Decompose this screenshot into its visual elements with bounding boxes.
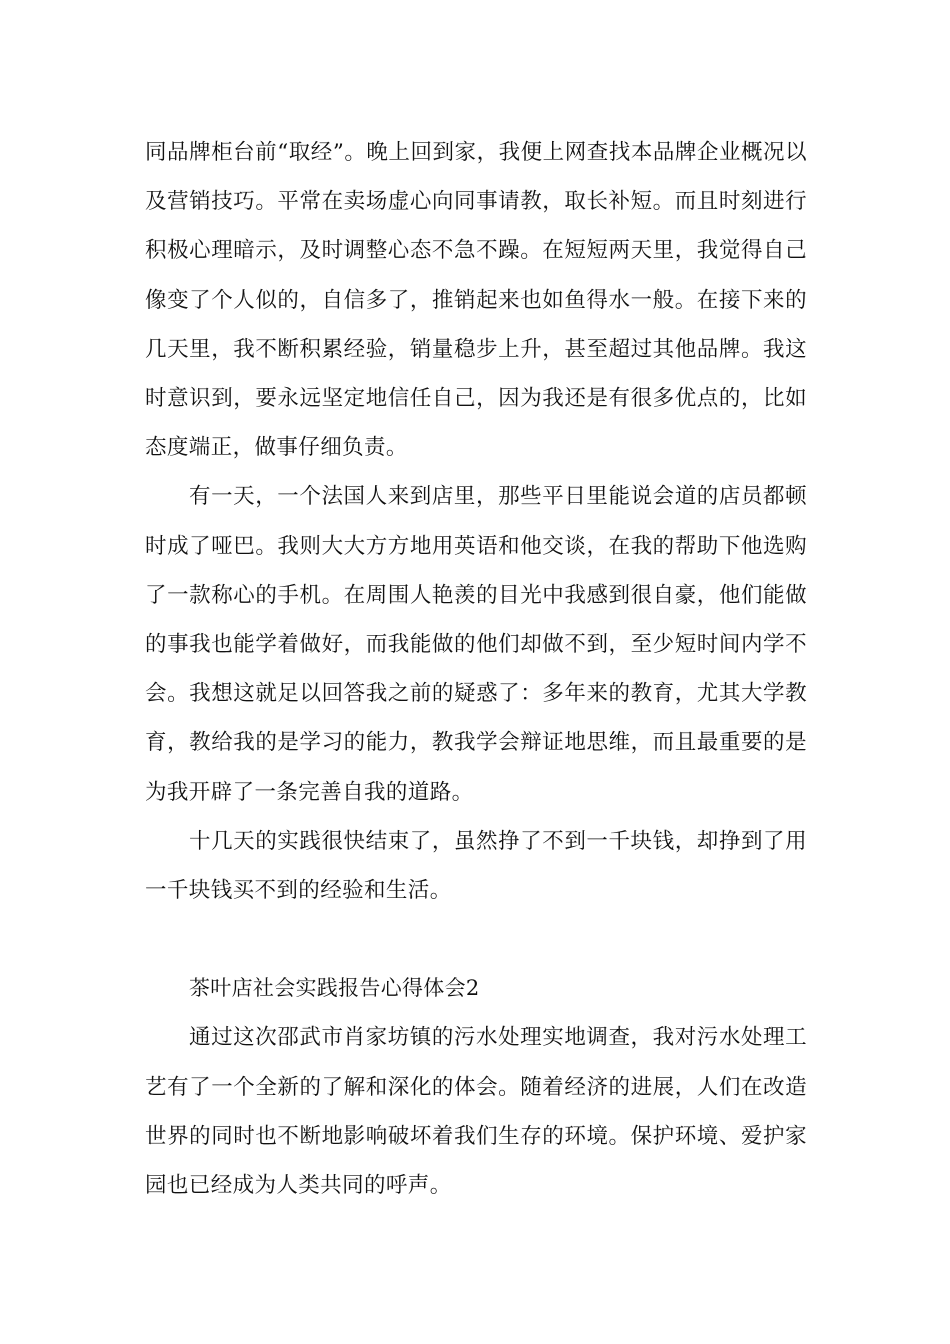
document-body bbox=[145, 128, 807, 1210]
paragraph-conclusion: 十几天的实践很快结束了，虽然挣了不到一千块钱，却挣到了用一千块钱买不到的经验和生活。 bbox=[145, 828, 807, 904]
section-heading: 茶叶店社会实践报告心得体会2 bbox=[189, 976, 480, 1001]
paragraph-french-customer: 有一天，一个法国人来到店里，那些平日里能说会道的店员都顿时成了哑巴。我则大大方方地用英语和他交谈，在我的帮助下他选购了一款称心的手机。在周围人艳羡的目光中我感到很自豪，他们能做的事我也能学着做好，而我能做的他们却做不到，至少短时间内学不会。我想这就足以回答我之前的疑惑了：多年来的教育，尤其大学教育，教给我的是学习的能力，教我学会辩证地思维，而且最重要的是为我开辟了一条完善自我的道路。 bbox=[145, 484, 807, 805]
paragraph-continuation: 同品牌柜台前“取经”。晚上回到家，我便上网查找本品牌企业概况以及营销技巧。平常在卖场虚心向同事请教，取长补短。而且时刻进行积极心理暗示，及时调整心态不急不躁。在短短两天里，我觉得自己像变了个人似的，自信多了，推销起来也如鱼得水一般。在接下来的几天里，我不断积累经验，销量稳步上升，甚至超过其他品牌。我这时意识到，要永远坚定地信任自己，因为我还是有很多优点的，比如态度端正，做事仔细负责。 bbox=[145, 140, 807, 461]
paragraph-sewage-survey: 通过这次邵武市肖家坊镇的污水处理实地调查，我对污水处理工艺有了一个全新的了解和深化的体会。随着经济的进展，人们在改造世界的同时也不断地影响破坏着我们生存的环境。保护环境、爱护家园也已经成为人类共同的呼声。 bbox=[145, 1025, 807, 1199]
section-spacer bbox=[145, 915, 807, 964]
